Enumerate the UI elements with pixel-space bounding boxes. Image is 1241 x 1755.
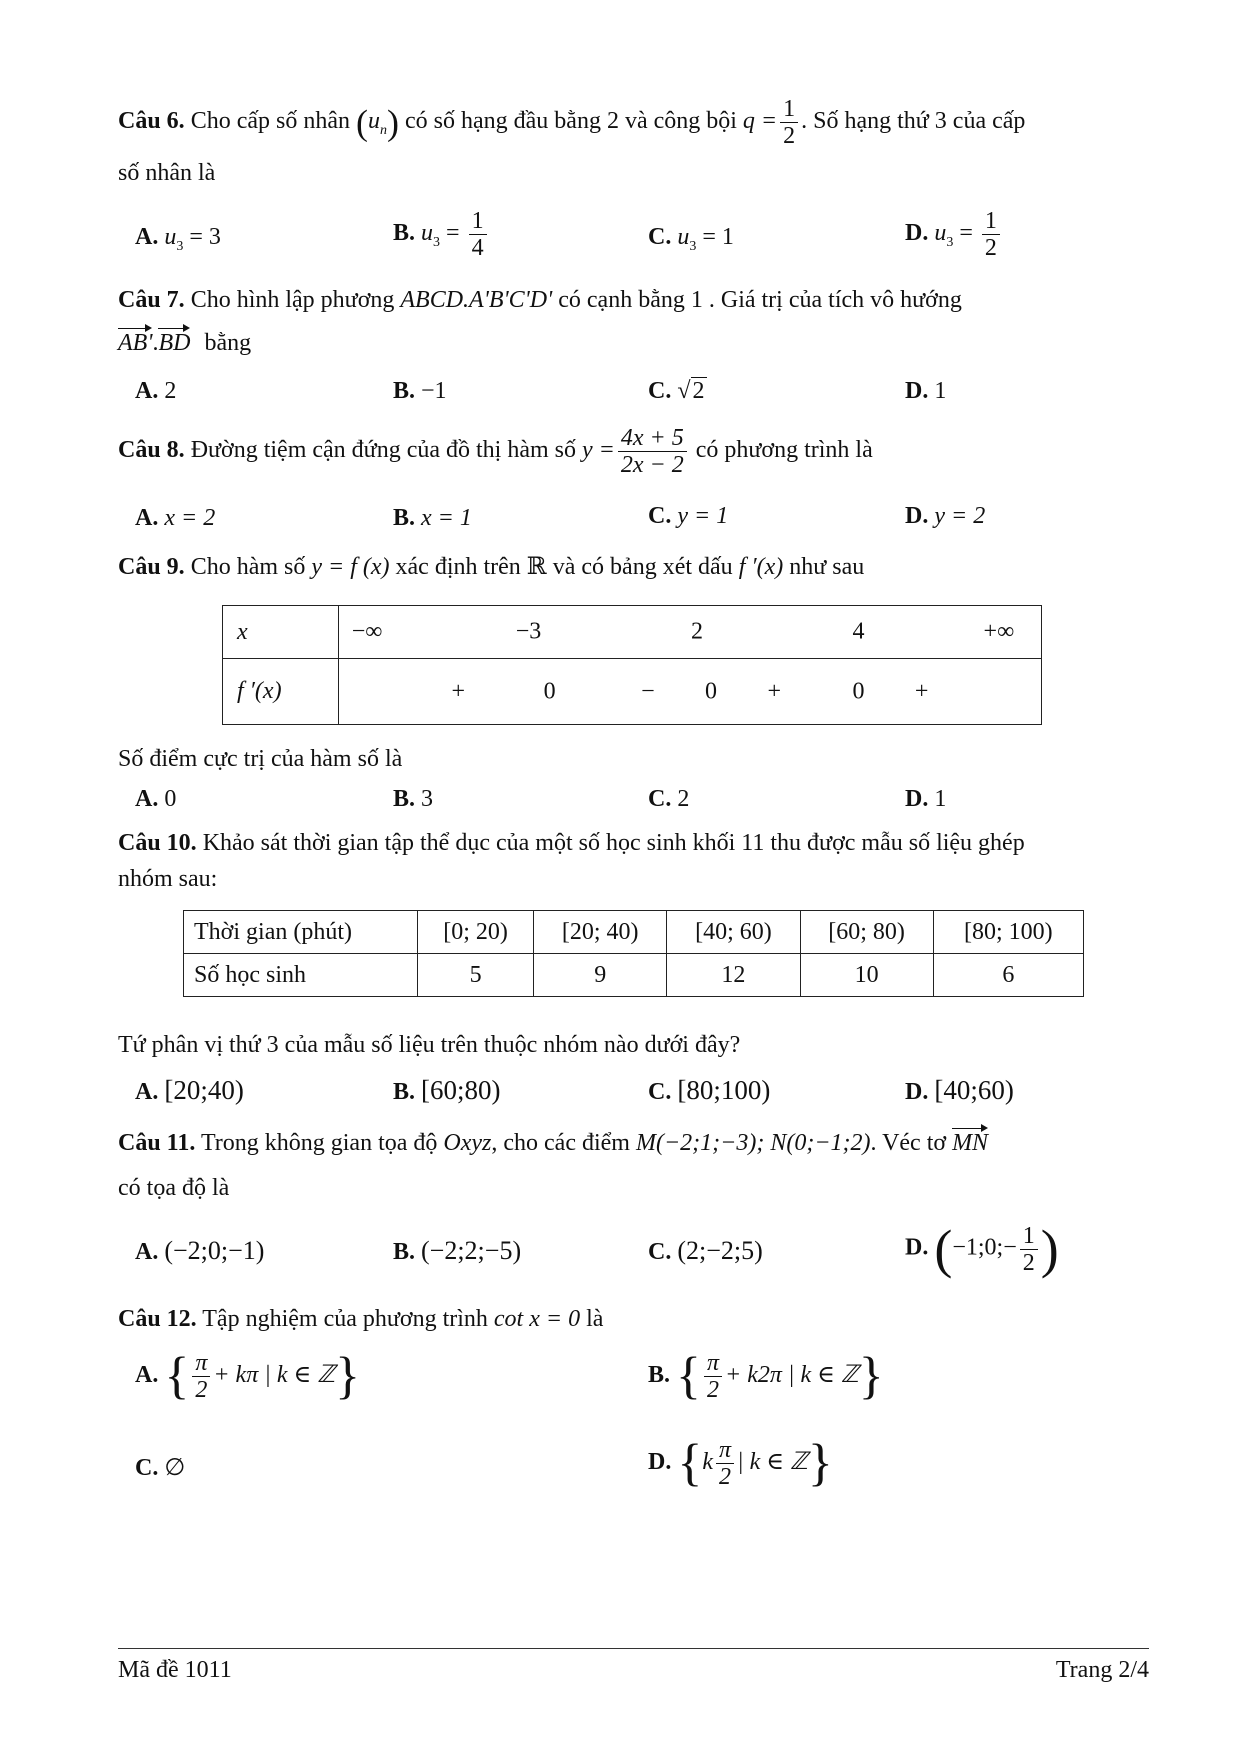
q9-question: Số điểm cực trị của hàm số là: [118, 746, 403, 772]
q10-text-b: nhóm sau:: [118, 866, 218, 892]
q7-d-value: 1: [934, 378, 947, 404]
x-value: −3: [515, 618, 542, 645]
sign-table-x-label: x: [223, 606, 339, 659]
q12-c-label: C.: [135, 1455, 159, 1481]
q9-text-c: như sau: [789, 554, 865, 580]
q6-option-c[interactable]: [648, 224, 734, 255]
q6-b-lhs: u: [421, 220, 434, 247]
q6-seq-sub: n: [380, 122, 387, 138]
x-value: 4: [852, 618, 865, 645]
groups-row-label: Thời gian (phút): [184, 911, 418, 954]
sign-table-deriv-label: f ′(x): [223, 659, 339, 725]
q6-a-label: A.: [135, 224, 159, 250]
q6-d-sub: 3: [946, 234, 954, 250]
q6-c-rhs: = 1: [702, 224, 734, 250]
q8-a-label: A.: [135, 505, 159, 531]
q12-a-den: 2: [195, 1377, 208, 1403]
q9-c-label: C.: [648, 786, 672, 812]
q8-b-label: B.: [393, 505, 416, 531]
q6-text-a: Cho cấp số nhân: [190, 108, 350, 135]
q11-c-value: (2;−2;5): [677, 1236, 763, 1265]
count-cell: 9: [534, 954, 667, 997]
q8-option-b[interactable]: [393, 505, 472, 532]
q12-a-rest: + kπ | k ∈ ℤ: [213, 1362, 336, 1389]
q7-a-label: A.: [135, 378, 159, 404]
q12-d-label: D.: [648, 1449, 672, 1476]
q11-a-value: (−2;0;−1): [164, 1236, 265, 1265]
q12-a-num: π: [192, 1350, 210, 1377]
grouped-data-table: [183, 910, 1084, 997]
q9-option-d[interactable]: [905, 786, 946, 813]
q10-a-value: [20;40): [164, 1075, 244, 1105]
q7-dot: .: [152, 330, 159, 356]
q7-vec1: AB': [118, 330, 153, 356]
q9-c-value: 2: [677, 786, 690, 812]
q12-option-b[interactable]: B. { $\frac{\pi}{2}$ + k2π | k ∈ ℤ}: [648, 1347, 884, 1405]
sign-value: +: [451, 678, 466, 704]
q8-option-a[interactable]: [135, 505, 215, 532]
q6-q-den: 2: [783, 123, 796, 149]
q12-text-a: Tập nghiệm của phương trình: [202, 1306, 488, 1332]
count-cell: 6: [933, 954, 1083, 997]
q10-a-label: A.: [135, 1079, 159, 1105]
q6-a-rhs: = 3: [189, 224, 221, 250]
sign-table-row-deriv: [223, 659, 1042, 725]
q6-text-d: số nhân là: [118, 160, 216, 186]
q6-text-c: . Số hạng thứ 3 của cấp: [801, 108, 1026, 135]
x-value: −∞: [351, 618, 383, 645]
q11-text-a: Trong không gian tọa độ: [200, 1130, 438, 1156]
q10-option-a[interactable]: [135, 1075, 244, 1106]
q7-vec2: BD: [158, 330, 191, 356]
q10-d-value: [40;60): [934, 1075, 1014, 1105]
q11-option-c[interactable]: [648, 1236, 763, 1266]
sign-table: [222, 605, 1042, 725]
q8-den: 2x − 2: [620, 452, 684, 478]
q9-a-value: 0: [164, 786, 177, 812]
count-cell: 12: [667, 954, 800, 997]
x-value: 2: [691, 618, 704, 645]
q8-label: Câu 8.: [118, 437, 185, 464]
q11-b-value: (−2;2;−5): [421, 1236, 522, 1265]
q6-d-num: 1: [982, 208, 1000, 235]
groups-row: [184, 911, 1084, 954]
q12-option-a[interactable]: A. { $\frac{\pi}{2}$ + kπ | k ∈ ℤ}: [135, 1347, 361, 1405]
q11-d-fraction: [1020, 1223, 1038, 1276]
q7-b-label: B.: [393, 378, 416, 404]
q6-d-den: 2: [984, 235, 997, 261]
q7-line1: [118, 287, 962, 314]
sign-table-x-values: [339, 606, 1042, 659]
q12-d-num: π: [716, 1437, 734, 1464]
q6-option-a[interactable]: [135, 224, 221, 255]
footer-page-number: Trang 2/4: [1055, 1657, 1149, 1683]
q8-a-value: x = 2: [164, 505, 216, 531]
q7-line2: [118, 330, 251, 357]
q7-text-b: có cạnh bằng 1 . Giá trị của tích vô hướng: [558, 287, 962, 313]
q9-d-label: D.: [905, 786, 929, 812]
q12-d-fraction: [716, 1437, 734, 1490]
q6-a-lhs: u: [164, 224, 177, 250]
q11-a-label: A.: [135, 1239, 159, 1265]
q12-eq: cot x = 0: [493, 1306, 581, 1332]
q12-option-d[interactable]: D. {k $\frac{\pi}{2}$ | k ∈ ℤ}: [648, 1434, 833, 1492]
q11-d-label: D.: [905, 1234, 929, 1261]
q12-d-pre: k: [702, 1449, 713, 1476]
q7-a-value: 2: [164, 378, 177, 404]
q10-b-label: B.: [393, 1079, 416, 1105]
q7-text-c: bằng: [204, 330, 252, 356]
q7-text-a: Cho hình lập phương: [190, 287, 395, 313]
q12-b-rest: + k2π | k ∈ ℤ: [725, 1362, 859, 1389]
sign-value: −: [641, 678, 655, 704]
q6-q-fraction: [780, 96, 798, 149]
q6-b-label: B.: [393, 220, 416, 247]
count-cell: 10: [800, 954, 933, 997]
q12-line1: [118, 1306, 603, 1333]
q10-label: Câu 10.: [118, 830, 197, 856]
q8-text-a: Đường tiệm cận đứng của đồ thị hàm số: [190, 437, 576, 464]
sign-value: 0: [705, 678, 718, 704]
q11-line1: [118, 1130, 988, 1157]
q8-fraction: [618, 425, 687, 478]
q9-option-b[interactable]: [393, 786, 433, 813]
q10-d-label: D.: [905, 1079, 929, 1105]
q8-line1: [118, 425, 873, 478]
q10-question: Tứ phân vị thứ 3 của mẫu số liệu trên thuộc nhóm nào dưới đây?: [118, 1032, 741, 1058]
q6-option-d[interactable]: D. $u_3$ = $\frac{1}{2}$: [905, 208, 1003, 261]
q7-option-b[interactable]: [393, 378, 447, 405]
q9-option-c[interactable]: [648, 786, 689, 813]
x-value: +∞: [983, 618, 1015, 645]
q9-b-label: B.: [393, 786, 416, 812]
q9-option-a[interactable]: [135, 786, 176, 813]
q12-option-c[interactable]: [135, 1453, 185, 1482]
q10-line1: [118, 830, 1025, 857]
q8-num: 4x + 5: [618, 425, 687, 452]
q12-b-num: π: [704, 1350, 722, 1377]
group-cell: [0; 20): [418, 911, 534, 954]
q12-d-den: 2: [718, 1464, 731, 1490]
q6-line1: Câu 6. Cho cấp số nhân $(u_n)$ có số hạng đầu bằng 2 và công bội q = $\frac{1}{2}$ . Số hạng thứ 3 của cấp: [118, 96, 1026, 149]
q11-option-b[interactable]: [393, 1236, 521, 1266]
group-cell: [80; 100): [933, 911, 1083, 954]
group-cell: [60; 80): [800, 911, 933, 954]
q11-c-label: C.: [648, 1239, 672, 1265]
counts-row: [184, 954, 1084, 997]
q8-y-eq: y =: [582, 437, 615, 464]
q9-a-label: A.: [135, 786, 159, 812]
q6-c-label: C.: [648, 224, 672, 250]
q10-text-a: Khảo sát thời gian tập thể dục của một số học sinh khối 11 thu được mẫu số liệu ghép: [202, 830, 1025, 856]
q6-a-sub: 3: [176, 238, 184, 254]
q8-option-c[interactable]: [648, 503, 728, 530]
sign-value: 0: [543, 678, 556, 704]
q8-text-b: có phương trình là: [695, 437, 873, 464]
q7-cube: ABCD.A'B'C'D': [400, 287, 553, 313]
q7-option-c[interactable]: [648, 378, 707, 405]
q9-func: y = f (x): [311, 554, 390, 580]
q11-text-b: , cho các điểm: [491, 1130, 630, 1156]
sign-value: 0: [852, 678, 865, 704]
q8-c-value: y = 1: [677, 503, 729, 529]
q6-q-var: q =: [742, 108, 778, 135]
q6-d-fraction: [982, 208, 1000, 261]
q11-space: Oxyz: [443, 1130, 492, 1156]
q11-d-num: 1: [1020, 1223, 1038, 1250]
q6-b-sub: 3: [433, 234, 441, 250]
q11-option-d[interactable]: D. (−1;0;− $\frac{1}{2}$ ): [905, 1219, 1059, 1279]
q10-c-value: [80;100): [677, 1075, 771, 1105]
q11-d-den: 2: [1022, 1249, 1035, 1276]
count-cell: 5: [418, 954, 534, 997]
q10-option-d[interactable]: [905, 1075, 1014, 1106]
q7-c-value: 2: [692, 378, 705, 404]
q12-b-label: B.: [648, 1362, 671, 1389]
q6-q-num: 1: [780, 96, 798, 123]
q11-option-a[interactable]: [135, 1236, 264, 1266]
q12-d-rest: | k ∈ ℤ: [737, 1449, 808, 1476]
q12-a-fraction: [192, 1350, 210, 1403]
q8-c-label: C.: [648, 503, 672, 529]
q9-label: Câu 9.: [118, 554, 185, 580]
q12-b-den: 2: [707, 1377, 719, 1403]
q8-d-value: y = 2: [934, 503, 986, 529]
q7-option-d[interactable]: [905, 378, 946, 405]
q7-label: Câu 7.: [118, 287, 185, 313]
q9-d-value: 1: [934, 786, 947, 812]
q8-b-value: x = 1: [421, 505, 472, 531]
q11-d-pre: −1;0;−: [952, 1234, 1017, 1261]
footer-divider: [118, 1648, 1149, 1649]
sign-table-row-x: [223, 606, 1042, 659]
q11-points: M(−2;1;−3); N(0;−1;2): [635, 1130, 871, 1156]
q12-b-fraction: [704, 1350, 722, 1403]
q12-label: Câu 12.: [118, 1306, 197, 1332]
q9-deriv: f ′(x): [738, 554, 784, 580]
q10-option-b[interactable]: [393, 1075, 501, 1106]
q11-b-label: B.: [393, 1239, 416, 1265]
sqrt-icon: √2: [677, 378, 705, 404]
q10-b-value: [60;80): [421, 1075, 501, 1105]
q7-option-a[interactable]: [135, 378, 176, 405]
q6-option-b[interactable]: B. $u_3$ = $\frac{1}{4}$: [393, 208, 490, 261]
q9-text-a: Cho hàm số: [190, 554, 306, 580]
footer-exam-code: Mã đề 1011: [118, 1657, 232, 1683]
q11-text-c: . Véc tơ: [870, 1130, 947, 1156]
q6-b-num: 1: [469, 208, 487, 235]
sign-value: +: [914, 678, 929, 704]
q12-text-b: là: [586, 1306, 604, 1332]
q6-d-lhs: u: [934, 220, 947, 247]
empty-set-icon: ∅: [164, 1455, 186, 1481]
sign-value: +: [767, 678, 782, 704]
q7-c-label: C.: [648, 378, 672, 404]
q6-label: Câu 6.: [118, 108, 185, 135]
q7-d-label: D.: [905, 378, 929, 404]
q6-c-lhs: u: [677, 224, 690, 250]
group-cell: [40; 60): [667, 911, 800, 954]
q9-line1: [118, 552, 864, 581]
sign-table-signs: [339, 659, 1042, 725]
q6-b-fraction: [469, 208, 487, 261]
q8-d-label: D.: [905, 503, 929, 529]
q8-option-d[interactable]: [905, 503, 985, 530]
q11-label: Câu 11.: [118, 1130, 196, 1156]
q6-seq: u: [368, 108, 380, 135]
q6-d-label: D.: [905, 220, 929, 247]
q9-text-b: xác định trên ℝ và có bảng xét dấu: [395, 554, 733, 580]
q10-c-label: C.: [648, 1079, 672, 1105]
counts-row-label: Số học sinh: [184, 954, 418, 997]
q9-b-value: 3: [421, 786, 434, 812]
q6-b-den: 4: [471, 235, 484, 261]
q6-c-sub: 3: [689, 238, 697, 254]
q12-a-label: A.: [135, 1362, 159, 1389]
q6-text-b: có số hạng đầu bằng 2 và công bội: [405, 108, 737, 135]
group-cell: [20; 40): [534, 911, 667, 954]
q11-vec: MN: [952, 1130, 989, 1156]
q7-b-value: −1: [421, 378, 447, 404]
q10-option-c[interactable]: [648, 1075, 770, 1106]
q11-text-d: có tọa độ là: [118, 1175, 230, 1201]
